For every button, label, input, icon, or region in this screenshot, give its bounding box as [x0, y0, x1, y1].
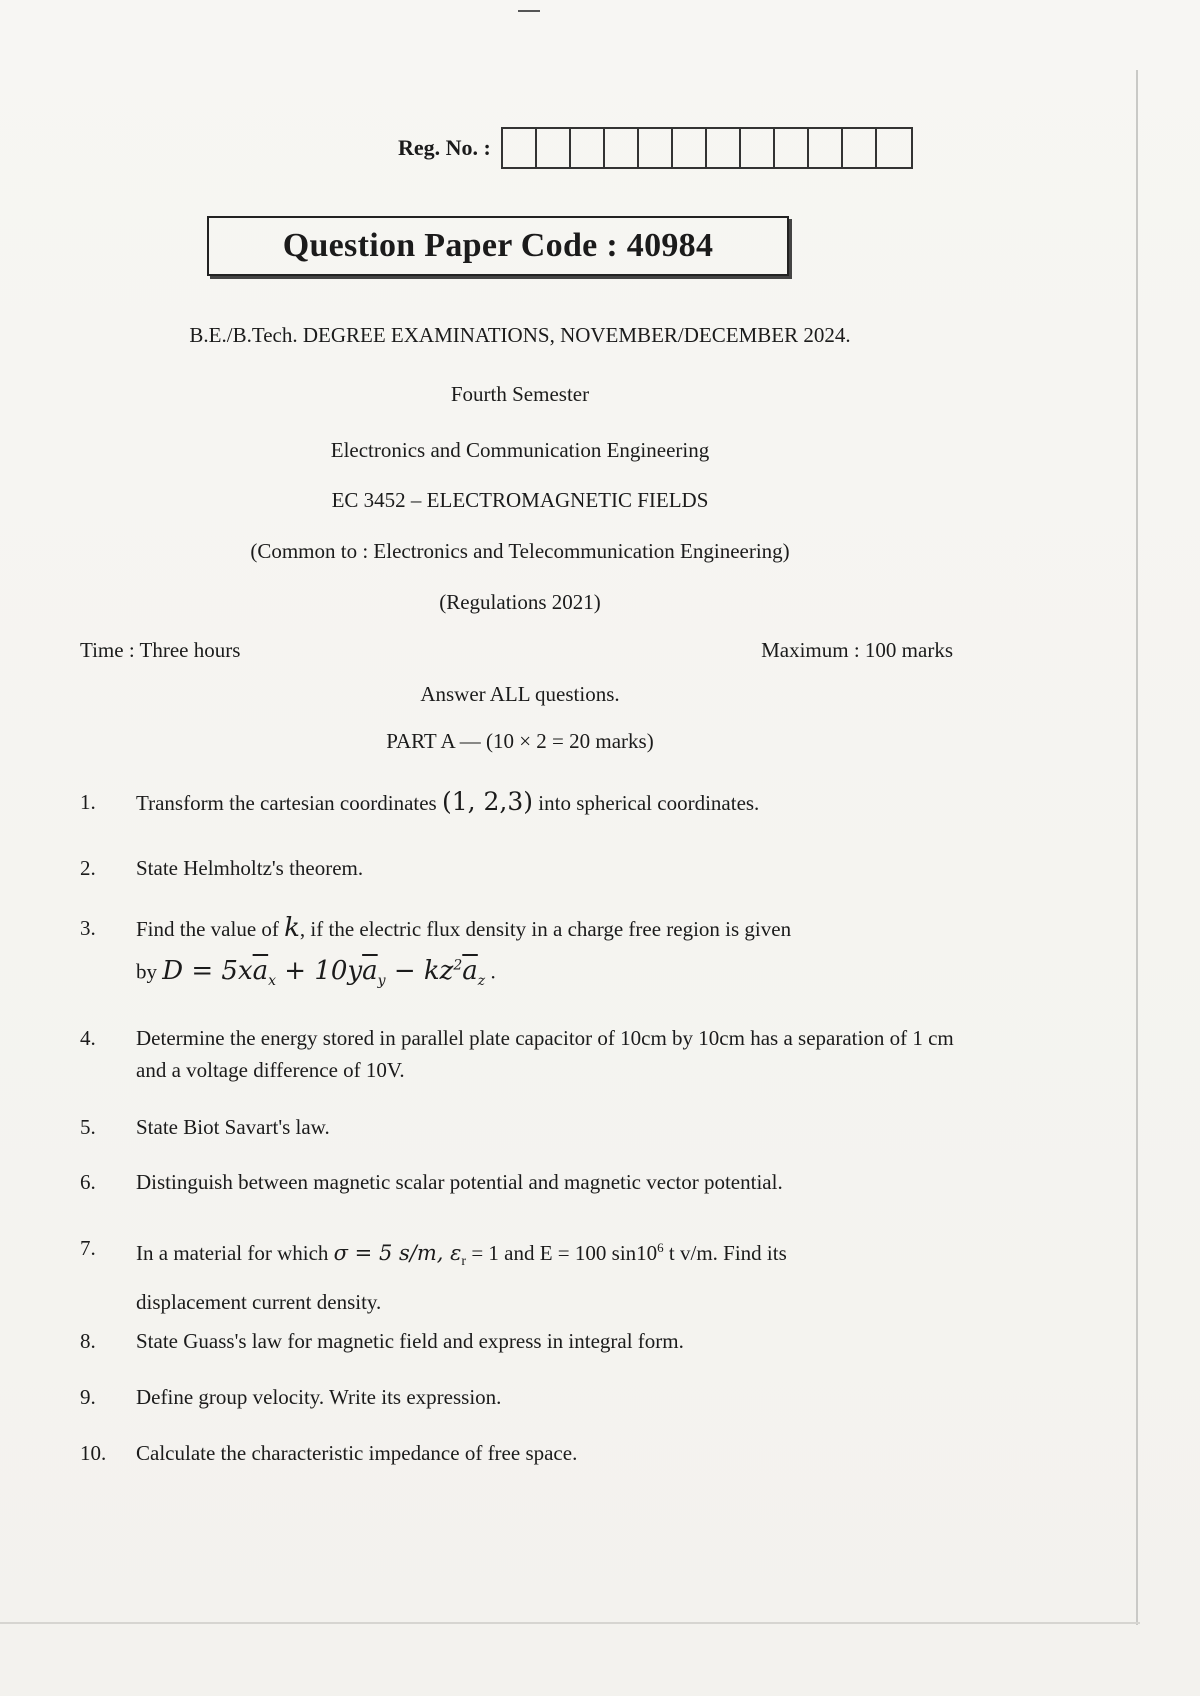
reg-no-box	[537, 129, 571, 167]
question-6	[80, 1166, 956, 1198]
time-marks-row	[80, 638, 953, 663]
question-number: 1.	[80, 790, 96, 814]
reg-no-box	[741, 129, 775, 167]
question-text: Transform the cartesian coordinates (1, 2,3) into spherical coordinates.	[136, 787, 760, 816]
exam-title: B.E./B.Tech. DEGREE EXAMINATIONS, NOVEMBER/DECEMBER 2024.	[189, 323, 851, 347]
question-number: 3.	[80, 916, 96, 940]
variable-k: k	[284, 913, 300, 943]
scan-mark	[518, 10, 540, 12]
question-text: Find the value of k, if the electric flux density in a charge free region is given by $D = 5x\overline{a}_x + 10y\overline{a}_y - kz^2\overline{a}_z$ .	[136, 913, 792, 989]
department: Electronics and Communication Engineering	[330, 438, 710, 462]
reg-no-field	[398, 126, 913, 170]
question-text: Distinguish between magnetic scalar potential and magnetic vector potential.	[136, 1170, 783, 1194]
question-text: State Guass's law for magnetic field and express in integral form.	[136, 1329, 684, 1353]
question-text: Calculate the characteristic impedance of free space.	[136, 1441, 578, 1465]
common-to: (Common to : Electronics and Telecommunication Engineering)	[250, 539, 790, 563]
question-number: 9.	[80, 1385, 96, 1409]
question-10	[80, 1437, 956, 1469]
instruction: Answer ALL questions.	[420, 682, 620, 706]
question-2	[80, 852, 956, 884]
reg-no-box	[673, 129, 707, 167]
question-7	[80, 1228, 956, 1322]
scan-bottom-line	[0, 1622, 1140, 1624]
question-paper-code: Question Paper Code : 40984	[282, 227, 714, 264]
question-number: 7.	[80, 1236, 96, 1260]
flux-density-formula: $D = 5x\overline{a}_x + 10y\overline{a}_y - kz^2\overline{a}_z$	[162, 955, 486, 989]
reg-no-box	[571, 129, 605, 167]
semester: Fourth Semester	[450, 382, 590, 406]
question-4	[80, 1022, 956, 1086]
question-text: State Helmholtz's theorem.	[136, 856, 364, 880]
part-heading: PART A — (10 × 2 = 20 marks)	[386, 729, 654, 753]
question-paper-code-box	[207, 216, 789, 276]
scan-edge-line	[1136, 70, 1138, 1625]
question-text: State Biot Savart's law.	[136, 1115, 330, 1139]
question-text: Define group velocity. Write its expression.	[136, 1385, 502, 1409]
regulations: (Regulations 2021)	[439, 590, 601, 614]
reg-no-box	[843, 129, 877, 167]
course-title: EC 3452 – ELECTROMAGNETIC FIELDS	[331, 488, 709, 512]
question-5	[80, 1111, 956, 1143]
reg-no-box	[707, 129, 741, 167]
reg-no-box	[877, 129, 911, 167]
question-1	[80, 786, 956, 819]
question-number: 8.	[80, 1329, 96, 1353]
coordinates: (1, 2,3)	[441, 787, 534, 816]
reg-no-box	[809, 129, 843, 167]
question-number: 4.	[80, 1026, 96, 1050]
question-number: 5.	[80, 1115, 96, 1139]
question-8	[80, 1325, 956, 1357]
question-number: 2.	[80, 856, 96, 880]
question-3	[80, 910, 956, 999]
reg-no-boxes	[501, 127, 913, 169]
maximum-marks: Maximum : 100 marks	[761, 638, 953, 662]
question-text: In a material for which σ = 5 s/m, $\varepsilon_r = 1$ and E = 100 $\sin 10^6$ t v/m. Find its displacement current density.	[136, 1240, 787, 1315]
reg-no-box	[639, 129, 673, 167]
time-allowed: Time : Three hours	[80, 638, 241, 662]
question-number: 6.	[80, 1170, 96, 1194]
question-number: 10.	[80, 1441, 107, 1465]
reg-no-label: Reg. No. :	[398, 135, 491, 160]
reg-no-box	[503, 129, 537, 167]
question-text: Determine the energy stored in parallel plate capacitor of 10cm by 10cm has a separation of 1 cm and a voltage difference of 10V.	[136, 1026, 954, 1082]
reg-no-box	[775, 129, 809, 167]
reg-no-box	[605, 129, 639, 167]
question-9	[80, 1381, 956, 1413]
